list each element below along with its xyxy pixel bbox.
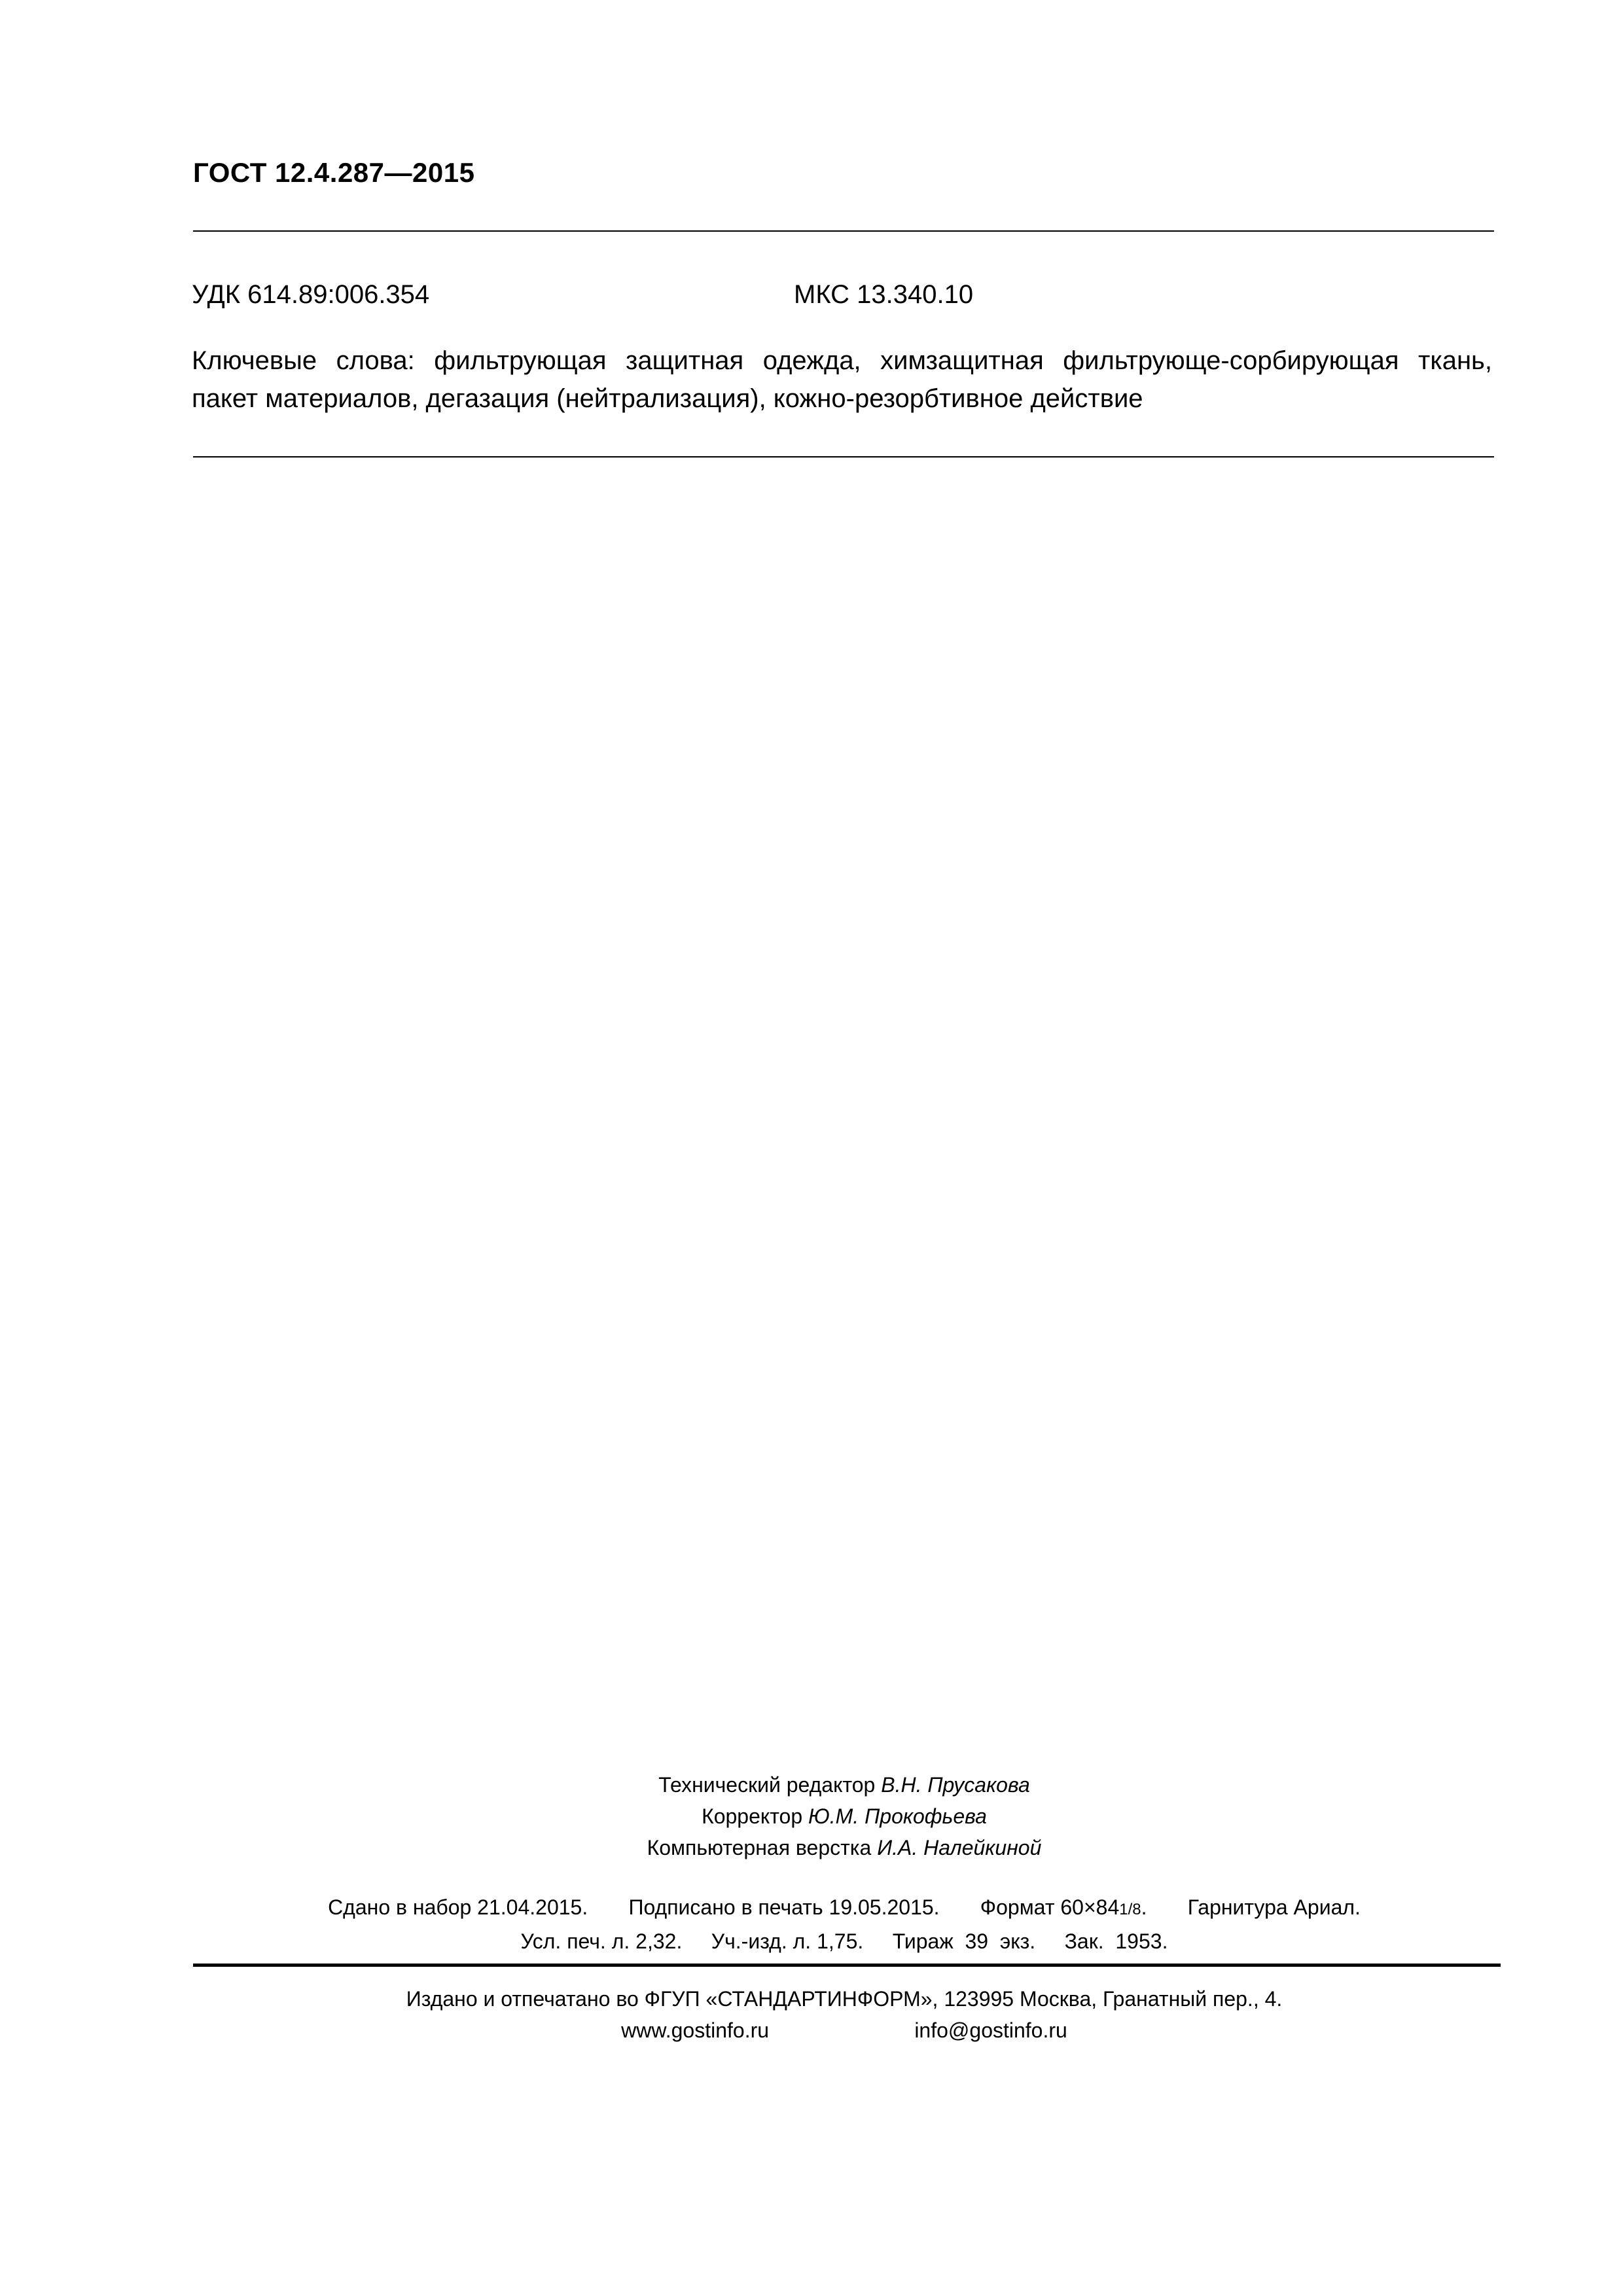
print-sheets: Усл. печ. л. 2,32.	[520, 1929, 683, 1953]
keywords-paragraph	[192, 342, 1492, 418]
typeface-info: Гарнитура Ариал.	[1187, 1895, 1361, 1919]
credits-block	[0, 1769, 1623, 1863]
publisher-website: www.gostinfo.ru	[621, 2018, 770, 2042]
mks-code: МКС 13.340.10	[794, 280, 974, 309]
layout-name: И.А. Налейкиной	[877, 1836, 1042, 1859]
corrector-label: Корректор	[702, 1804, 803, 1828]
publisher-block	[0, 1983, 1623, 2046]
publisher-email: info@gostinfo.ru	[914, 2018, 1067, 2042]
tech-editor-name: В.Н. Прусакова	[881, 1773, 1030, 1797]
udk-code: УДК 614.89:006.354	[192, 280, 430, 309]
submitted-date: Сдано в набор 21.04.2015.	[328, 1895, 588, 1919]
print-info-line-2	[0, 1926, 1623, 1957]
corrector-name: Ю.М. Прокофьева	[808, 1804, 987, 1828]
signed-date: Подписано в печать 19.05.2015.	[628, 1895, 940, 1919]
keywords-divider	[193, 456, 1494, 457]
tech-editor-line	[0, 1769, 1623, 1801]
paper-format-fraction: 1/8	[1119, 1901, 1141, 1918]
print-info-block	[0, 1892, 1623, 1957]
publisher-line: Издано и отпечатано во ФГУП «СТАНДАРТИНФОРМ», 123995 Москва, Гранатный пер., 4.	[406, 1987, 1283, 2011]
keywords-line-2: пакет материалов, дегазация (нейтрализация), кожно-резорбтивное действие	[192, 384, 1143, 413]
print-info-line-1: Сдано в набор 21.04.2015. Подписано в печать 19.05.2015. Формат 60×841/8. Гарнитура Ариал.	[328, 1895, 1361, 1919]
paper-format: Формат 60×84	[980, 1895, 1120, 1919]
publisher-contacts	[0, 2015, 1623, 2046]
publisher-divider	[193, 1964, 1501, 1967]
layout-label: Компьютерная верстка	[647, 1836, 872, 1859]
publishing-sheets: Уч.-изд. л. 1,75.	[711, 1929, 864, 1953]
top-divider	[193, 230, 1494, 232]
layout-line	[0, 1832, 1623, 1863]
standard-code: ГОСТ 12.4.287—2015	[193, 157, 475, 188]
corrector-line	[0, 1801, 1623, 1832]
order-number: Зак. 1953.	[1064, 1929, 1168, 1953]
circulation: Тираж 39 экз.	[892, 1929, 1036, 1953]
tech-editor-label: Технический редактор	[658, 1773, 876, 1797]
keywords-line-1: Ключевые слова: фильтрующая защитная одежда, химзащитная фильтрующе-сорбирующая ткань,	[192, 346, 1492, 375]
